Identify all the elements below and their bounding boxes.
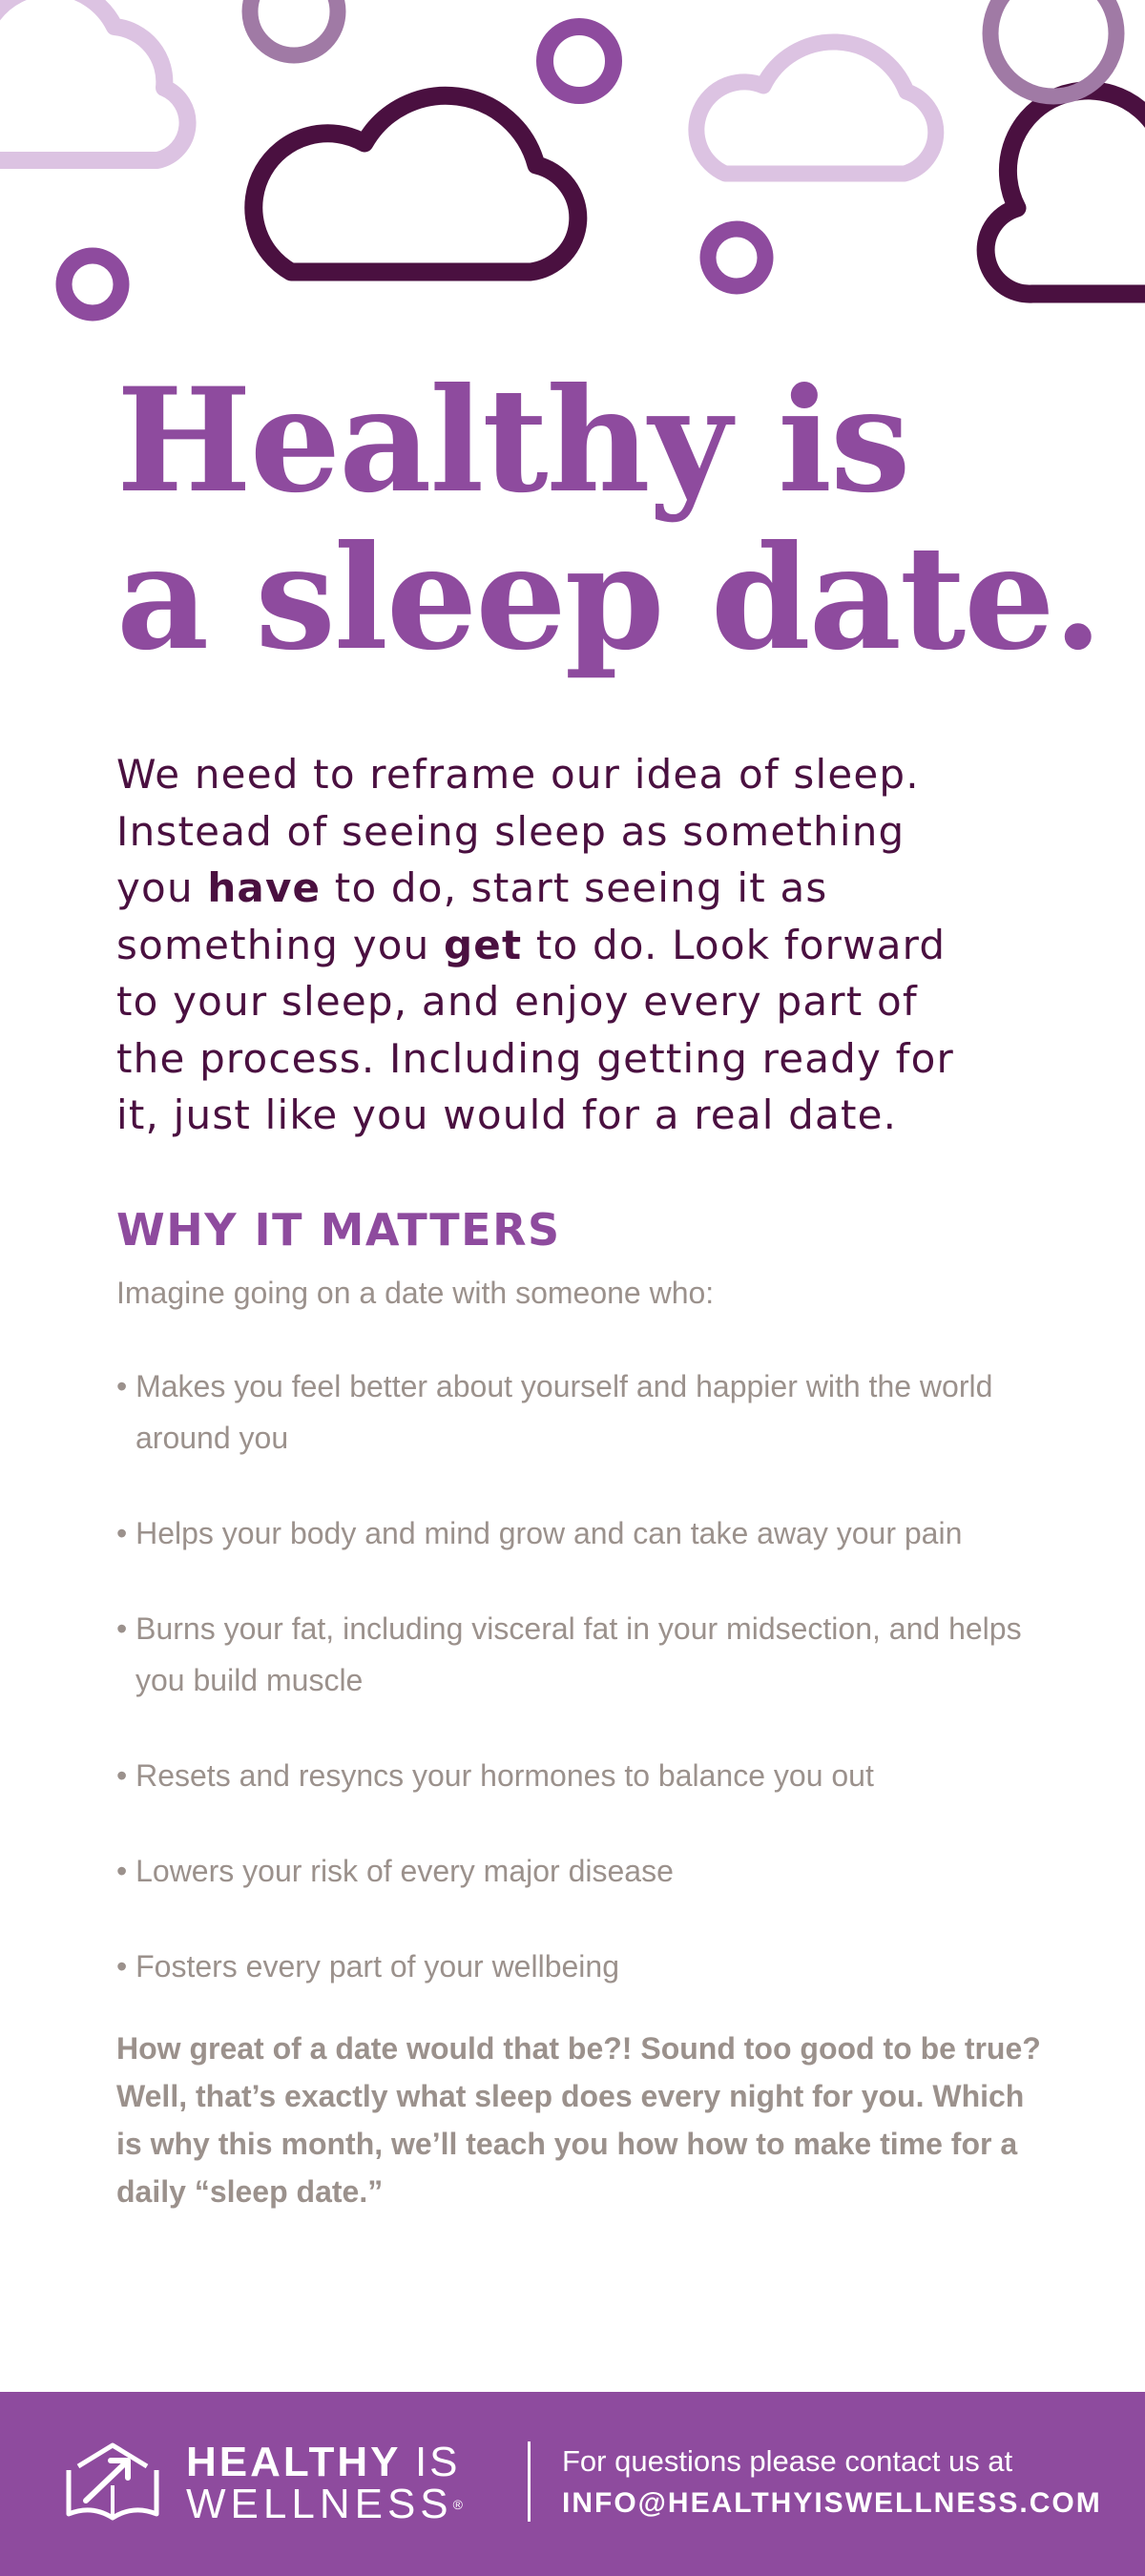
list-item: • Resets and resyncs your hormones to balance you out xyxy=(116,1750,1032,1801)
ring-icon xyxy=(64,256,121,313)
section-lead: Imagine going on a date with someone who: xyxy=(116,1276,715,1310)
brand-word-healthy: HEALTHY xyxy=(186,2439,401,2485)
intro-line: We need to reframe our idea of sleep. xyxy=(116,751,920,798)
list-item: • Helps your body and mind grow and can take away your pain xyxy=(116,1507,1032,1559)
contact-email-link[interactable]: INFO@HEALTHYISWELLNESS.COM xyxy=(562,2487,1102,2519)
emphasis-get: get xyxy=(444,921,523,968)
intro-line xyxy=(116,917,1013,974)
open-book-arrow-icon xyxy=(63,2438,162,2525)
cloud-icon xyxy=(254,95,578,272)
footer xyxy=(0,2392,1145,2576)
intro-line xyxy=(116,860,1013,917)
closing-line: How great of a date would that be?! Sound too good to be true? xyxy=(116,2031,1041,2066)
benefit-list xyxy=(116,1361,1032,2036)
contact-text: For questions please contact us at xyxy=(562,2444,1013,2478)
intro-line: it, just like you would for a real date. xyxy=(116,1091,898,1138)
closing-line: is why this month, we’ll teach you how how to make time for a xyxy=(116,2127,1018,2161)
intro-text: to do, start seeing it as xyxy=(321,864,828,911)
contact-block xyxy=(562,2441,1115,2525)
emphasis-have: have xyxy=(207,864,322,911)
intro-text: something you xyxy=(116,921,445,968)
section-heading: WHY IT MATTERS xyxy=(116,1204,561,1256)
registered-mark: ® xyxy=(452,2497,463,2512)
brand-word-wellness: WELLNESS xyxy=(186,2481,453,2527)
intro-text: you xyxy=(116,864,208,911)
headline-line: a sleep date. xyxy=(116,514,1101,682)
ring-icon xyxy=(545,27,614,95)
intro-line: the process. Including getting ready for xyxy=(116,1034,954,1082)
intro-line: to your sleep, and enjoy every part of xyxy=(116,978,918,1025)
decorative-clouds-and-rings xyxy=(0,0,1145,343)
closing-line: daily “sleep date.” xyxy=(116,2174,384,2209)
cloud-icon xyxy=(986,91,1145,294)
headline xyxy=(116,357,1101,682)
intro-paragraph xyxy=(116,746,1013,1144)
intro-line: Instead of seeing sleep as something xyxy=(116,807,906,855)
list-item: • Fosters every part of your wellbeing xyxy=(116,1941,1032,1992)
cloud-icon xyxy=(697,42,936,174)
ring-icon xyxy=(708,229,765,286)
list-item: • Lowers your risk of every major disease xyxy=(116,1845,1032,1897)
brand-word-is: IS xyxy=(414,2439,461,2485)
list-item: • Burns your fat, including visceral fat in your midsection, and helps you build muscle xyxy=(116,1603,1032,1706)
closing-line: Well, that’s exactly what sleep does every night for you. Which xyxy=(116,2079,1025,2113)
brand-logotype xyxy=(186,2441,501,2527)
cloud-icon xyxy=(0,0,188,160)
list-item: • Makes you feel better about yourself and happier with the world around you xyxy=(116,1361,1032,1464)
ring-icon xyxy=(990,0,1116,96)
headline-line: Healthy is xyxy=(116,357,909,525)
closing-paragraph xyxy=(116,2025,1041,2215)
ring-icon xyxy=(250,0,338,55)
intro-text: to do. Look forward xyxy=(522,921,947,968)
decorative-header xyxy=(0,0,1145,343)
footer-divider xyxy=(528,2441,531,2522)
